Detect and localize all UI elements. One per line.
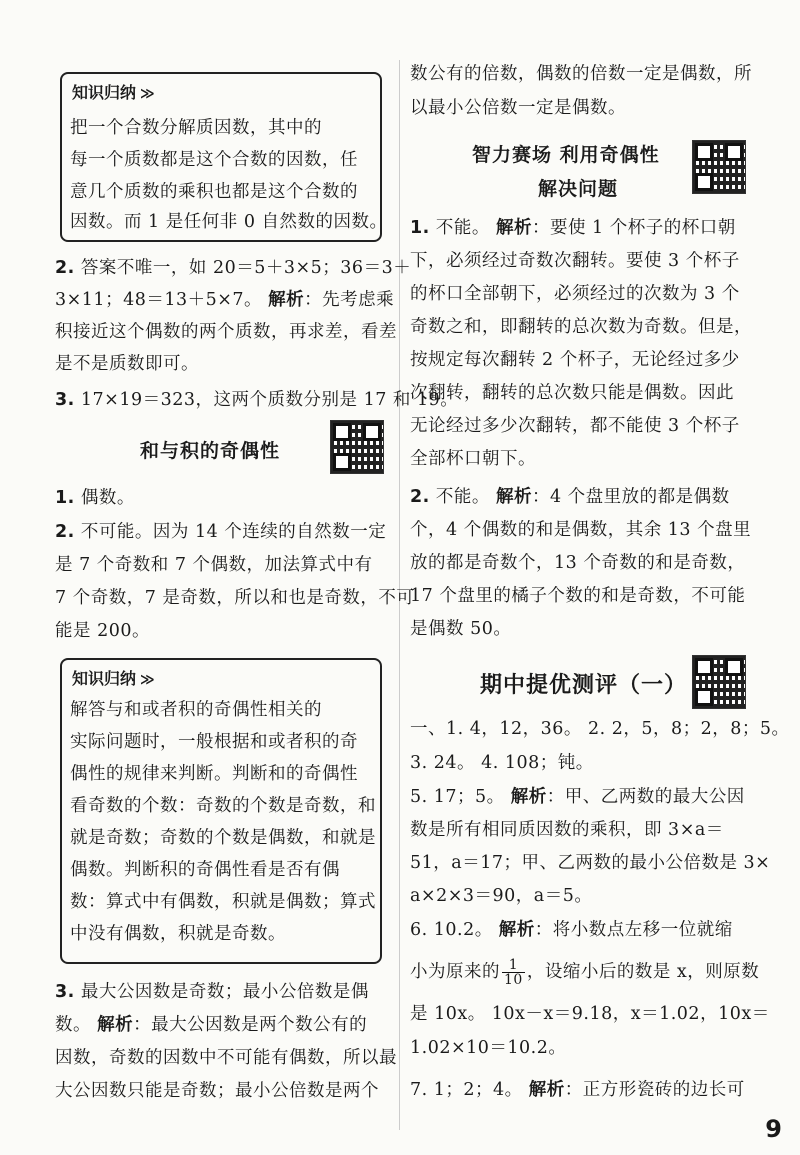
answer-line: 全部杯口朝下。 — [410, 449, 536, 469]
chevron-icon: ≫ — [140, 86, 155, 102]
answer-number: 3. — [55, 982, 75, 1002]
chevron-icon: ≫ — [140, 672, 155, 688]
answer-number: 2. — [55, 258, 75, 278]
box-line: 数：算式中有偶数，积就是偶数；算式 — [70, 892, 376, 912]
answer-line: 按规定每次翻转 2 个杯子，无论经过多少 — [410, 350, 740, 370]
qr-code-icon[interactable] — [330, 420, 384, 474]
knowledge-box-1 — [60, 72, 388, 242]
analysis-label: 解析 — [510, 787, 547, 807]
box-title-text: 知识归纳 — [72, 83, 137, 102]
answer-line: 能是 200。 — [55, 621, 150, 641]
fraction — [502, 958, 525, 987]
answer-line: 下，必须经过奇数次翻转。要使 3 个杯子 — [410, 251, 740, 271]
answer-text: 最大公因数是奇数；最小公倍数是偶 — [80, 982, 369, 1002]
answer-number: 2. — [410, 487, 430, 507]
analysis-label: 解析 — [97, 1015, 134, 1035]
page-number: 9 — [765, 1115, 782, 1143]
answer-line: 1.02×10＝10.2。 — [410, 1038, 567, 1058]
box-line: 每一个质数都是这个合数的因数，任 — [70, 150, 358, 170]
exam-answer-6 — [410, 918, 733, 942]
answer-text: 7. 1；2；4。 — [410, 1080, 529, 1100]
continued-line: 以最小公倍数一定是偶数。 — [410, 98, 626, 118]
answer-text: 答案不唯一，如 20＝5＋3×5；36＝3＋ — [80, 258, 412, 278]
answer-line: 17 个盘里的橘子个数的和是奇数，不可能 — [410, 586, 746, 606]
answer-number: 2. — [55, 522, 75, 542]
answer-number: 3. — [55, 390, 75, 410]
answer-line: 是 10x。 10x－x＝9.18，x＝1.02，10x＝ — [410, 1004, 770, 1024]
box-line: 偶数。判断积的奇偶性看是否有偶 — [70, 860, 340, 880]
answer-line: a×2×3＝90，a＝5。 — [410, 886, 593, 906]
answer-text: 不能。 — [435, 218, 496, 238]
answer-text: 6. 10.2。 — [410, 920, 499, 940]
section1-answer-2 — [55, 520, 386, 544]
knowledge-box-title — [72, 80, 155, 103]
continued-line: 数公有的倍数，偶数的倍数一定是偶数，所 — [410, 64, 752, 84]
knowledge-box-2 — [60, 658, 382, 964]
answer-2-line2 — [55, 288, 394, 312]
exam-answer-5 — [410, 785, 745, 809]
box-line: 中没有偶数，积就是奇数。 — [70, 924, 286, 944]
fraction-numerator: 1 — [502, 958, 525, 973]
answer-line: 是偶数 50。 — [410, 619, 512, 639]
box-line: 意几个质数的乘积也都是这个合数的 — [70, 182, 358, 202]
answer-line-fraction — [410, 954, 759, 990]
box-line: 把一个合数分解质因数，其中的 — [70, 118, 322, 138]
answer-line: 次翻转，翻转的总次数只能是偶数。因此 — [410, 383, 734, 403]
answer-text: ：4 个盘里放的都是偶数 — [531, 487, 730, 507]
answer-line — [55, 1013, 367, 1037]
answer-3 — [55, 388, 458, 412]
answer-text: 17×19＝323，这两个质数分别是 17 和 19。 — [80, 390, 459, 410]
answer-line: 因数，奇数的因数中不可能有偶数，所以最 — [55, 1048, 397, 1068]
box-line: 解答与和或者积的奇偶性相关的 — [70, 700, 322, 720]
section-heading-line2: 解决问题 — [538, 178, 619, 200]
answer-line: 个，4 个偶数的和是偶数，其余 13 个盘里 — [410, 520, 752, 540]
answer-number: 1. — [55, 488, 75, 508]
answer-text: 不可能。因为 14 个连续的自然数一定 — [80, 522, 387, 542]
box-line: 就是奇数；奇数的个数是偶数，和就是 — [70, 828, 376, 848]
answer-line: 无论经过多少次翻转，都不能使 3 个杯子 — [410, 416, 740, 436]
answer-2 — [55, 256, 411, 280]
exam-answer-3-4: 3. 24。 4. 108；钝。 — [410, 753, 594, 773]
exam-answer-1-2: 一、1. 4，12，36。 2. 2，5，8；2，8；5。 — [410, 719, 790, 739]
box-line: 因数。而 1 是任何非 0 自然数的因数。 — [70, 212, 388, 232]
puzzle-answer-2 — [410, 485, 730, 509]
answer-text: ：最大公因数是两个数公有的 — [133, 1015, 368, 1035]
qr-code-icon[interactable] — [692, 140, 746, 194]
answer-number: 1. — [410, 218, 430, 238]
box-line: 实际问题时，一般根据和或者积的奇 — [70, 732, 358, 752]
box-title-text: 知识归纳 — [72, 669, 137, 688]
section1-answer-1 — [55, 486, 135, 510]
fraction-denominator: 10 — [504, 972, 523, 988]
box-line: 偶性的规律来判断。判断和的奇偶性 — [70, 764, 358, 784]
answer-text: ：要使 1 个杯子的杯口朝 — [531, 218, 736, 238]
box-line: 看奇数的个数：奇数的个数是奇数，和 — [70, 796, 376, 816]
knowledge-box-title — [72, 666, 155, 689]
section1-answer-3 — [55, 980, 369, 1004]
puzzle-answer-1 — [410, 216, 736, 240]
section-heading: 和与积的奇偶性 — [140, 440, 281, 462]
answer-text: 数。 — [55, 1015, 98, 1035]
answer-line: 的杯口全部朝下，必须经过的次数为 3 个 — [410, 284, 740, 304]
answer-text: ：正方形瓷砖的边长可 — [564, 1080, 745, 1100]
analysis-label: 解析 — [495, 487, 532, 507]
answer-line: 7 个奇数，7 是奇数，所以和也是奇数，不可 — [55, 588, 415, 608]
analysis-label: 解析 — [495, 218, 532, 238]
answer-text: 小为原来的 — [410, 962, 500, 982]
answer-text: ：将小数点左移一位就缩 — [534, 920, 733, 940]
answer-text: 3×11；48＝13＋5×7。 — [55, 290, 269, 310]
answer-text: ，设缩小后的数是 x，则原数 — [526, 962, 760, 982]
exam-answer-7 — [410, 1078, 745, 1102]
answer-text: ：先考虑乘 — [304, 290, 395, 310]
section-heading: 期中提优测评（一） — [480, 673, 688, 698]
answer-text: 不能。 — [435, 487, 496, 507]
answer-line: 是 7 个奇数和 7 个偶数，加法算式中有 — [55, 555, 373, 575]
answer-line: 放的都是奇数个，13 个奇数的和是奇数， — [410, 553, 746, 573]
analysis-label: 解析 — [268, 290, 305, 310]
answer-2-line4: 是不是质数即可。 — [55, 354, 199, 374]
qr-code-icon[interactable] — [692, 655, 746, 709]
analysis-label: 解析 — [498, 920, 535, 940]
answer-line: 奇数之和，即翻转的总次数为奇数。但是， — [410, 317, 752, 337]
section-heading: 智力赛场 利用奇偶性 — [472, 144, 660, 166]
analysis-label: 解析 — [528, 1080, 565, 1100]
answer-2-line3: 积接近这个偶数的两个质数，再求差，看差 — [55, 322, 397, 342]
answer-line: 大公因数只能是奇数；最小公倍数是两个 — [55, 1081, 379, 1101]
answer-line: 51，a＝17；甲、乙两数的最小公倍数是 3× — [410, 853, 771, 873]
answer-line: 数是所有相同质因数的乘积，即 3×a＝ — [410, 820, 724, 840]
answer-text: 5. 17；5。 — [410, 787, 511, 807]
answer-text: 偶数。 — [80, 488, 135, 508]
answer-text: ：甲、乙两数的最大公因 — [546, 787, 745, 807]
